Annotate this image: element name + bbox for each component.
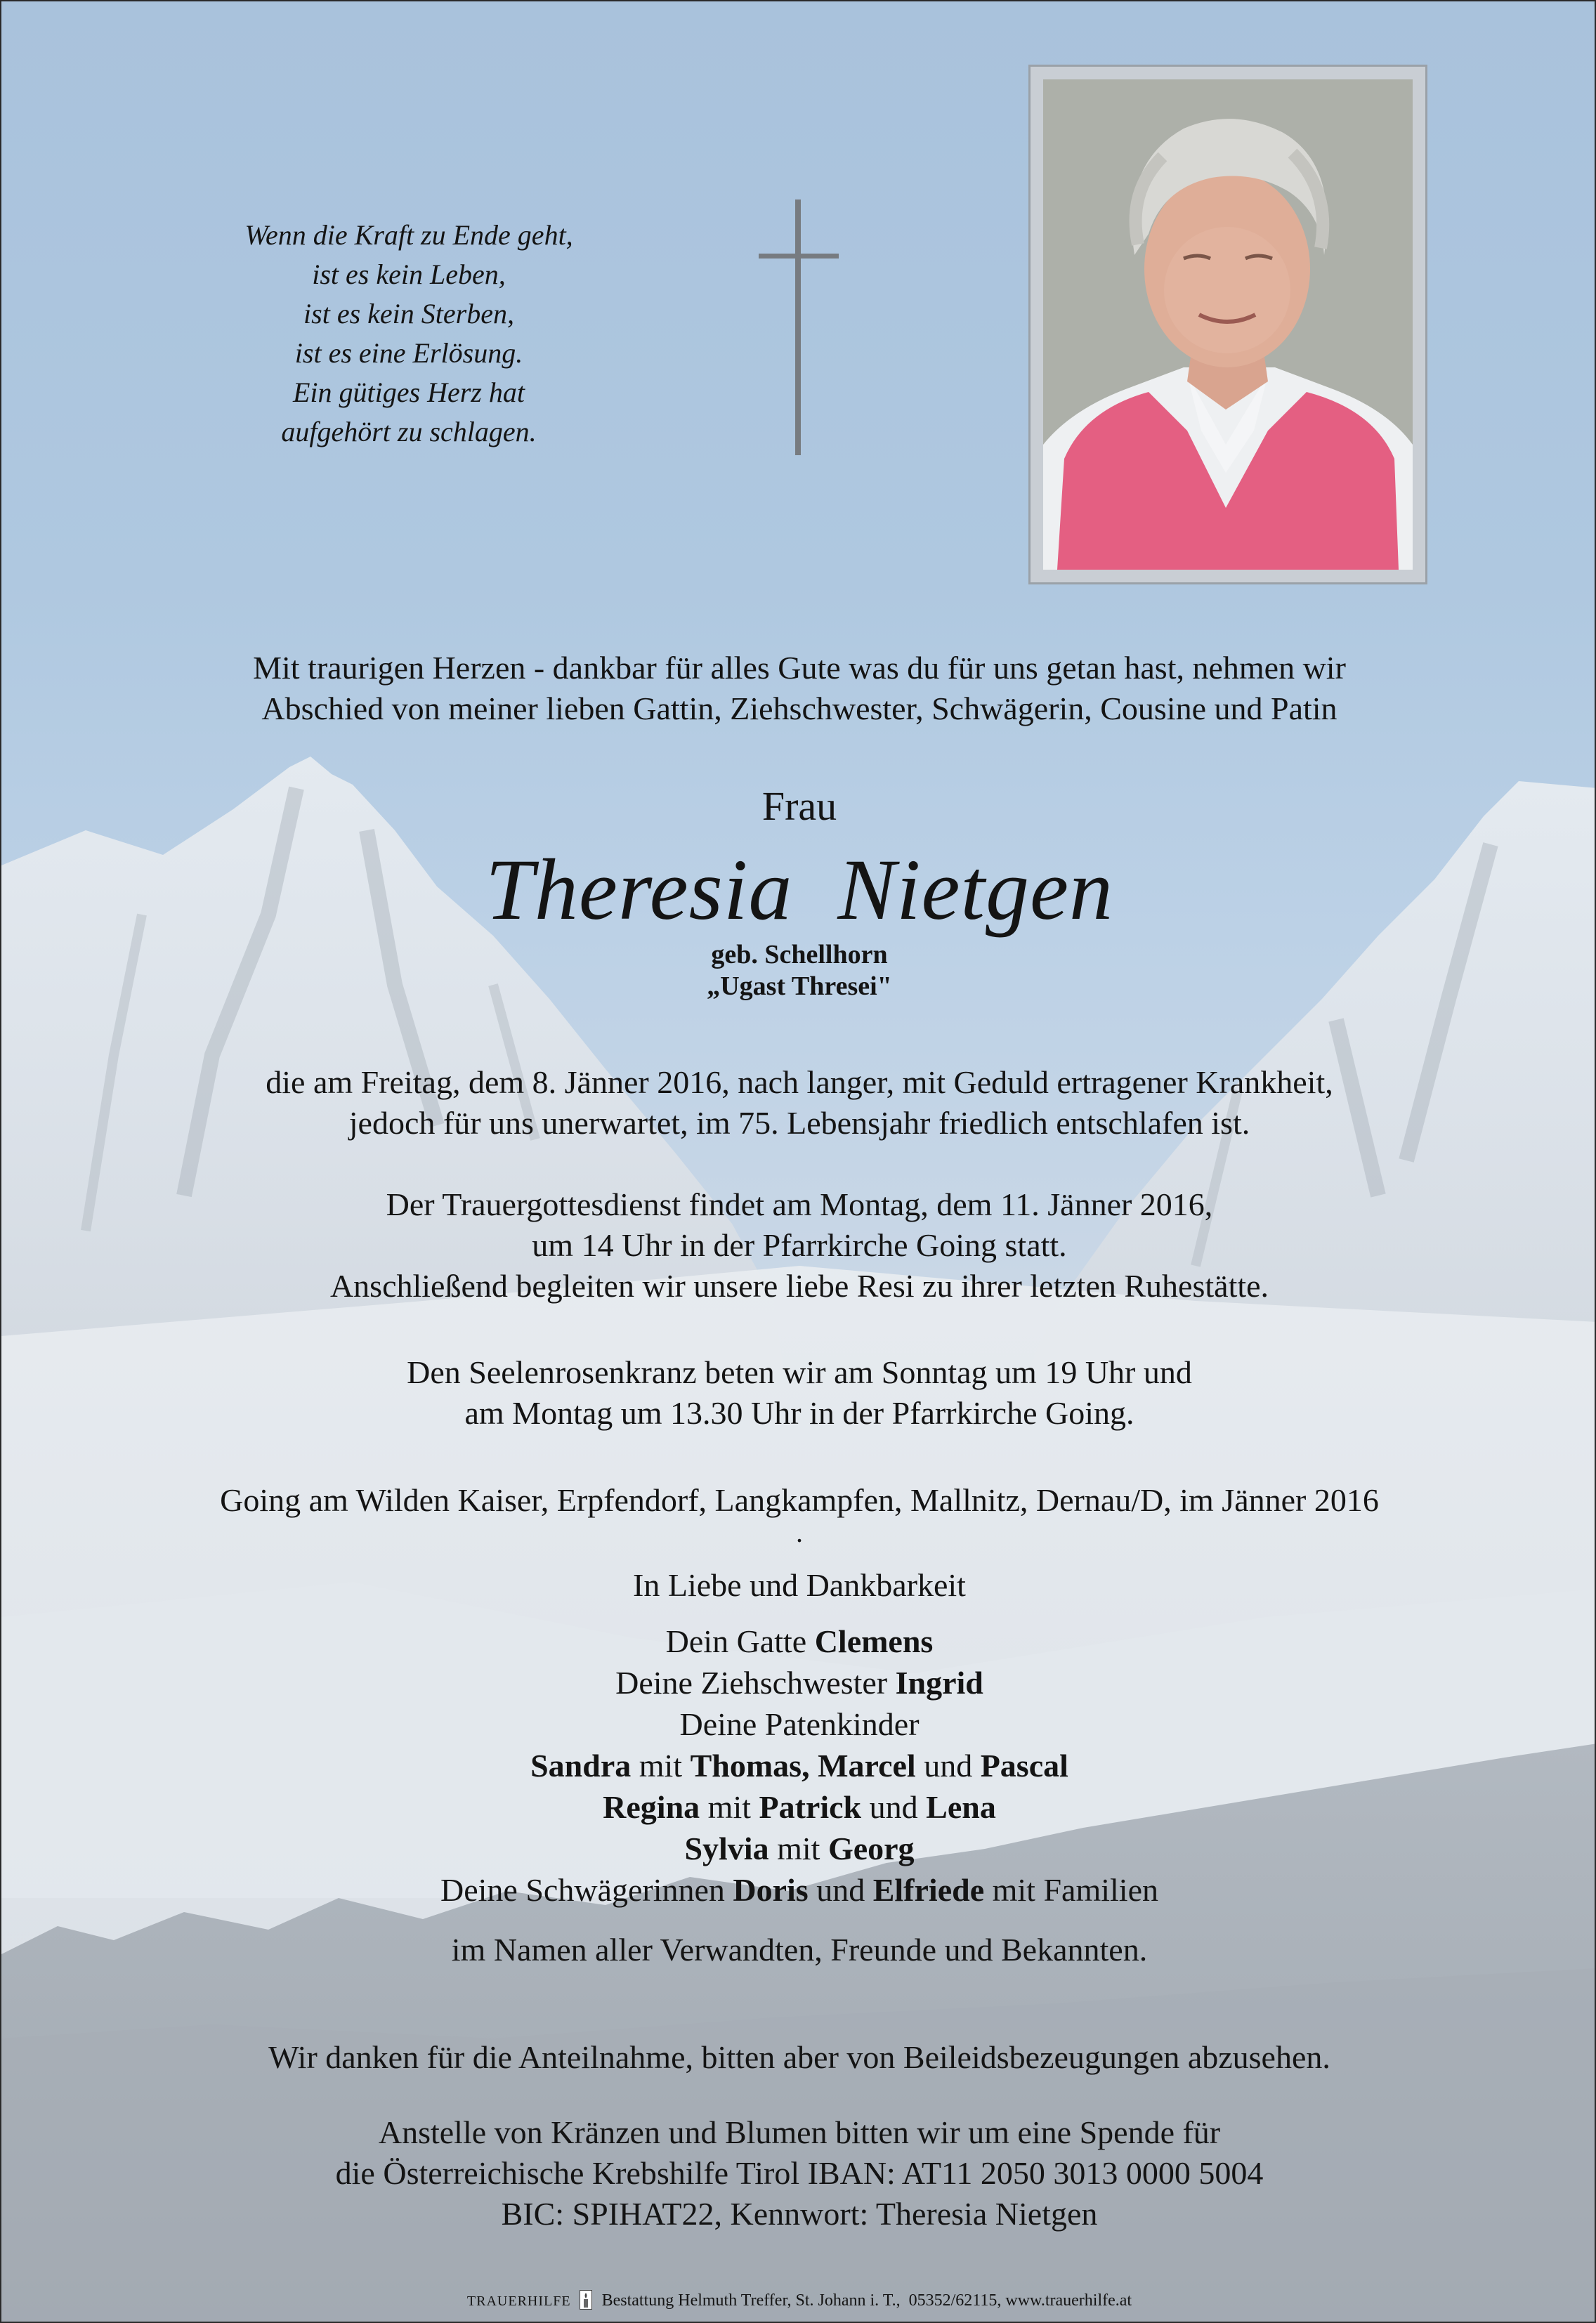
family-name: Doris bbox=[733, 1872, 809, 1908]
family-list bbox=[1, 1621, 1596, 1911]
family-row-sisters-in-law bbox=[1, 1869, 1596, 1911]
rosary-line: Den Seelenrosenkranz beten wir am Sonntag um 19 Uhr und bbox=[407, 1354, 1192, 1390]
death-notice bbox=[1, 1062, 1596, 1144]
thanks-note: Wir danken für die Anteilnahme, bitten aber von Beileidsbezeugungen abzusehen. bbox=[268, 2039, 1330, 2075]
connector: und bbox=[808, 1872, 873, 1908]
relation-label: Dein Gatte bbox=[665, 1623, 815, 1659]
poem-line: ist es kein Sterben, bbox=[303, 298, 514, 329]
service-line: Der Trauergottesdienst findet am Montag, dem 11. Jänner 2016, bbox=[386, 1186, 1213, 1222]
birth-name: geb. Schellhorn bbox=[711, 940, 888, 969]
connector: und bbox=[861, 1789, 927, 1825]
connector: mit bbox=[768, 1831, 828, 1866]
connector: mit bbox=[700, 1789, 759, 1825]
family-name: Regina bbox=[603, 1789, 700, 1825]
family-name: Ingrid bbox=[895, 1665, 983, 1701]
donation-line: Anstelle von Kränzen und Blumen bitten wir um eine Spende für bbox=[378, 2114, 1221, 2150]
family-name: Clemens bbox=[814, 1623, 934, 1659]
love-and-gratitude: In Liebe und Dankbarkeit bbox=[633, 1567, 966, 1603]
family-name: Thomas, Marcel bbox=[690, 1748, 916, 1784]
death-notice-line: die am Freitag, dem 8. Jänner 2016, nach langer, mit Geduld ertragener Krankheit, bbox=[266, 1064, 1333, 1100]
family-row-spouse bbox=[1, 1621, 1596, 1662]
connector: mit Familien bbox=[984, 1872, 1159, 1908]
service-line: Anschließend begleiten wir unsere liebe Resi zu ihrer letzten Ruhestätte. bbox=[329, 1268, 1269, 1304]
family-name: Patrick bbox=[759, 1789, 862, 1825]
family-name: Elfriede bbox=[872, 1872, 985, 1908]
donation-line: die Österreichische Krebshilfe Tirol IBAN: AT11 2050 3013 0000 5004 bbox=[335, 2155, 1264, 2191]
family-row-foster-sister bbox=[1, 1662, 1596, 1703]
family-row-godchild bbox=[1, 1745, 1596, 1786]
rosary-line: am Montag um 13.30 Uhr in der Pfarrkirche Going. bbox=[464, 1395, 1134, 1431]
service-line: um 14 Uhr in der Pfarrkirche Going statt. bbox=[532, 1227, 1067, 1263]
poem-line: ist es eine Erlösung. bbox=[294, 337, 523, 369]
intro-line: Abschied von meiner lieben Gattin, Ziehschwester, Schwägerin, Cousine und Patin bbox=[261, 691, 1337, 726]
family-row-godchild bbox=[1, 1786, 1596, 1828]
donation-request bbox=[1, 2112, 1596, 2234]
poem-line: Ein gütiges Herz hat bbox=[293, 377, 525, 408]
donation-line: BIC: SPIHAT22, Kennwort: Theresia Nietgen bbox=[501, 2196, 1098, 2232]
family-name: Lena bbox=[926, 1789, 996, 1825]
footer-text: Bestattung Helmuth Treffer, St. Johann i. T., 05352/62115, www.trauerhilfe.at bbox=[601, 2291, 1132, 2310]
rosary-info bbox=[1, 1352, 1596, 1434]
connector: und bbox=[915, 1748, 981, 1784]
candle-logo-icon bbox=[580, 2290, 592, 2310]
poem-line: Wenn die Kraft zu Ende geht, bbox=[244, 219, 573, 251]
nickname: „Ugast Thresei" bbox=[707, 971, 892, 1001]
connector: mit bbox=[631, 1748, 691, 1784]
family-name: Sandra bbox=[530, 1748, 632, 1784]
portrait-frame bbox=[1028, 65, 1427, 584]
portrait-photo bbox=[1043, 79, 1413, 570]
memorial-poem bbox=[142, 216, 676, 452]
family-name: Pascal bbox=[980, 1748, 1068, 1784]
poem-line: aufgehört zu schlagen. bbox=[281, 416, 537, 447]
relation-label: Deine Ziehschwester bbox=[615, 1665, 896, 1701]
poem-line: ist es kein Leben, bbox=[312, 259, 506, 290]
relatives-line: im Namen aller Verwandten, Freunde und Bekannten. bbox=[451, 1932, 1148, 1968]
funeral-service-info bbox=[1, 1184, 1596, 1307]
cross-icon bbox=[759, 199, 839, 455]
separator-dot: . bbox=[796, 1517, 803, 1548]
family-row-godchild bbox=[1, 1828, 1596, 1869]
godchildren-heading: Deine Patenkinder bbox=[679, 1706, 920, 1742]
footer bbox=[1, 2290, 1596, 2312]
footer-brand: TRAUERHILFE bbox=[466, 2293, 571, 2309]
family-name: Georg bbox=[828, 1831, 915, 1866]
death-notice-line: jedoch für uns unerwartet, im 75. Lebensjahr friedlich entschlafen ist. bbox=[348, 1105, 1250, 1141]
family-name: Sylvia bbox=[684, 1831, 769, 1866]
salutation: Frau bbox=[761, 783, 837, 829]
intro-text bbox=[1, 648, 1596, 729]
relation-label: Deine Schwägerinnen bbox=[440, 1872, 733, 1908]
intro-line: Mit traurigen Herzen - dankbar für alles Gute was du für uns getan hast, nehmen wir bbox=[253, 650, 1346, 686]
places-and-date: Going am Wilden Kaiser, Erpfendorf, Langkampfen, Mallnitz, Dernau/D, im Jänner 2016 bbox=[220, 1482, 1379, 1518]
deceased-name: Theresia Nietgen bbox=[485, 842, 1114, 938]
